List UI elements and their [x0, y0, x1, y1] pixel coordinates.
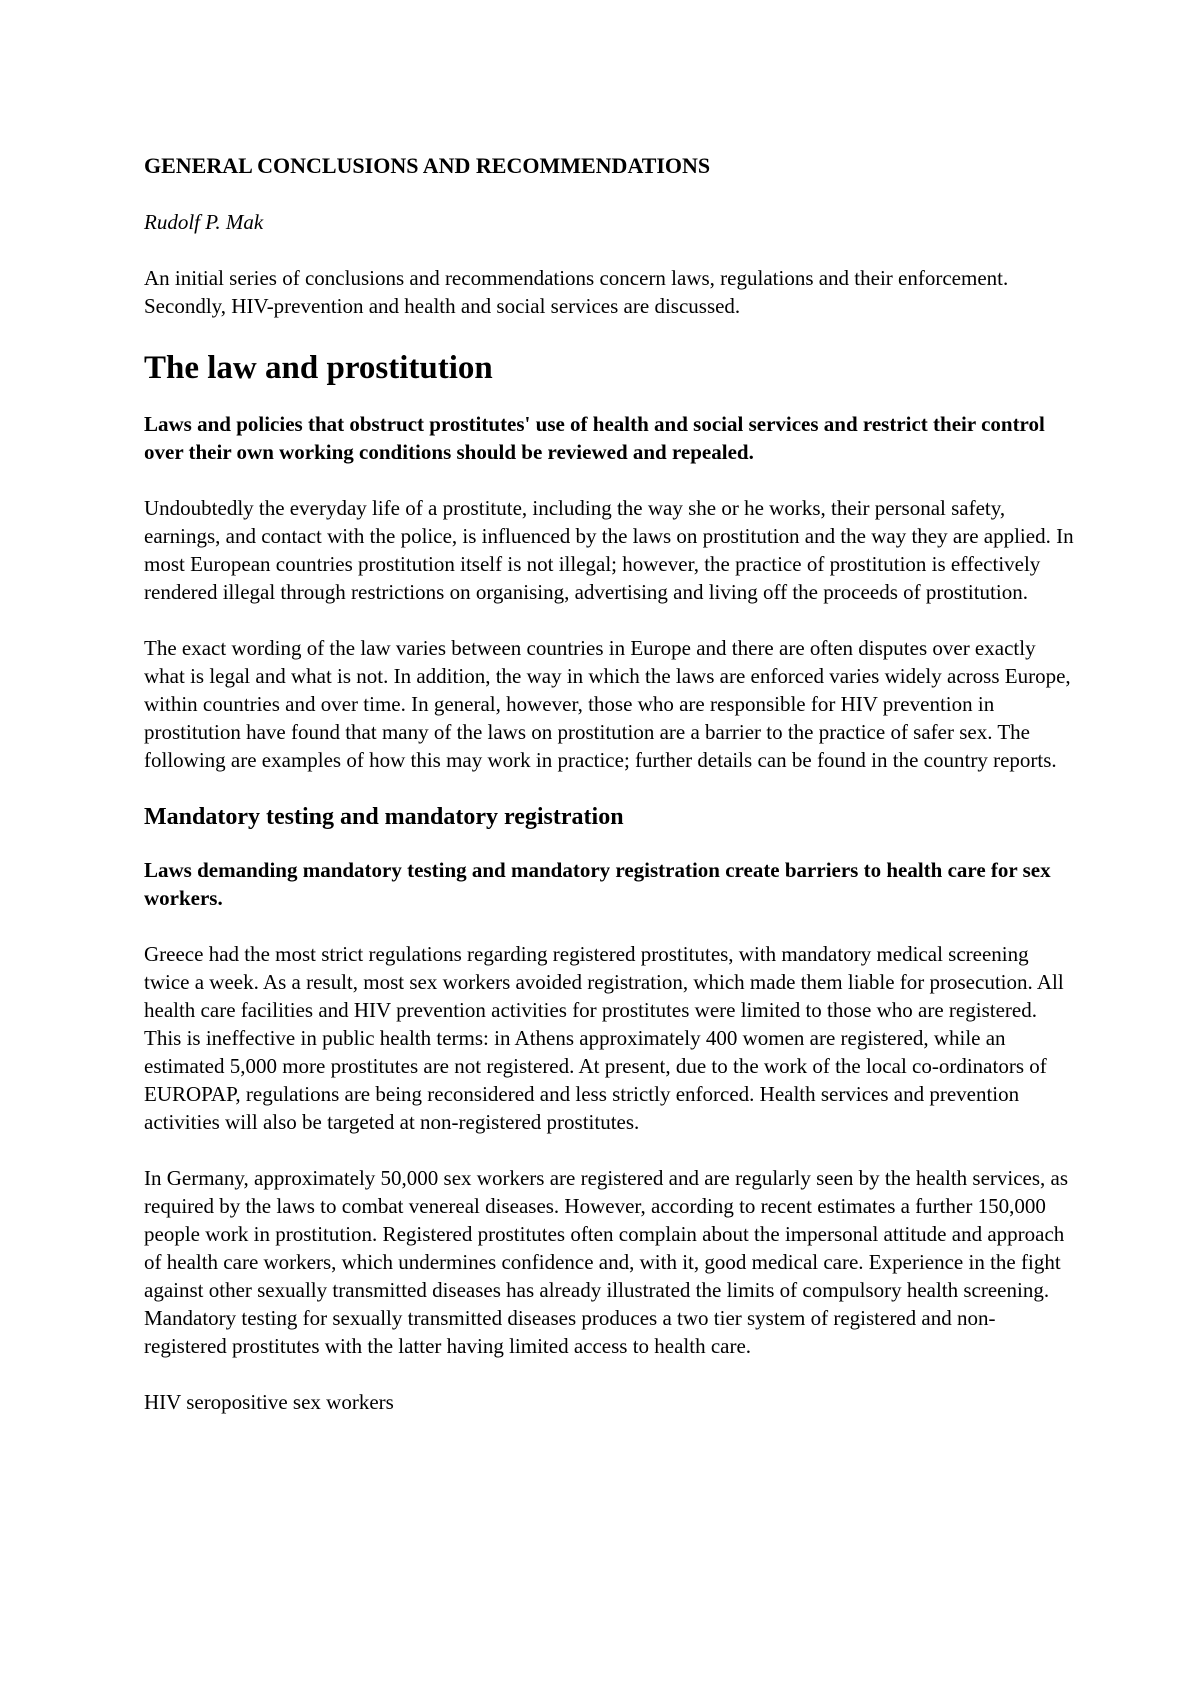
section-lead-mandatory: Laws demanding mandatory testing and mandatory registration create barriers to health care for sex workers. [144, 858, 1051, 910]
section-heading-law: The law and prostitution [144, 350, 493, 386]
section-heading-mandatory: Mandatory testing and mandatory registration [144, 804, 624, 830]
body-paragraph: The exact wording of the law varies between countries in Europe and there are often disputes over exactly what is legal and what is not. In addition, the way in which the laws are enforced varies widely across Europe, within countries and over time. In general, however, those who are responsible for HIV prevention in prostitution have found that many of the laws on prostitution are a barrier to the practice of safer sex. The following are examples of how this may work in practice; further details can be found in the country reports. [144, 636, 1071, 772]
body-paragraph: Undoubtedly the everyday life of a prostitute, including the way she or he works, their personal safety, earnings, and contact with the police, is influenced by the laws on prostitution and the way they are applied. In most European countries prostitution itself is not illegal; however, the practice of prostitution is effectively rendered illegal through restrictions on organising, advertising and living off the proceeds of prostitution. [144, 496, 1074, 604]
body-paragraph: Greece had the most strict regulations regarding registered prostitutes, with mandatory medical screening twice a week. As a result, most sex workers avoided registration, which made them liable for prosecution. All health care facilities and HIV prevention activities for prostitutes were limited to those who are registered. This is ineffective in public health terms: in Athens approximately 400 women are registered, while an estimated 5,000 more prostitutes are not registered. At present, due to the work of the local co-ordinators of EUROPAP, regulations are being reconsidered and less strictly enforced. Health services and prevention activities will also be targeted at non-registered prostitutes. [144, 942, 1064, 1134]
section-lead-law: Laws and policies that obstruct prostitutes' use of health and social services and restrict their control over their own working conditions should be reviewed and repealed. [144, 412, 1045, 464]
body-paragraph: In Germany, approximately 50,000 sex workers are registered and are regularly seen by the health services, as required by the laws to combat venereal diseases. However, according to recent estimates a further 150,000 people work in prostitution. Registered prostitutes often complain about the impersonal attitude and approach of health care workers, which undermines confidence and, with it, good medical care. Experience in the fight against other sexually transmitted diseases has already illustrated the limits of compulsory health screening. Mandatory testing for sexually transmitted diseases produces a two tier system of registered and non-registered prostitutes with the latter having limited access to health care. [144, 1166, 1069, 1358]
document-page [144, 152, 1074, 1416]
document-title: GENERAL CONCLUSIONS AND RECOMMENDATIONS [144, 153, 711, 178]
subheading-hiv: HIV seropositive sex workers [144, 1390, 394, 1414]
intro-paragraph: An initial series of conclusions and recommendations concern laws, regulations and their enforcement. Secondly, HIV-prevention and health and social services are discussed. [144, 266, 1009, 318]
author-name: Rudolf P. Mak [144, 210, 264, 234]
